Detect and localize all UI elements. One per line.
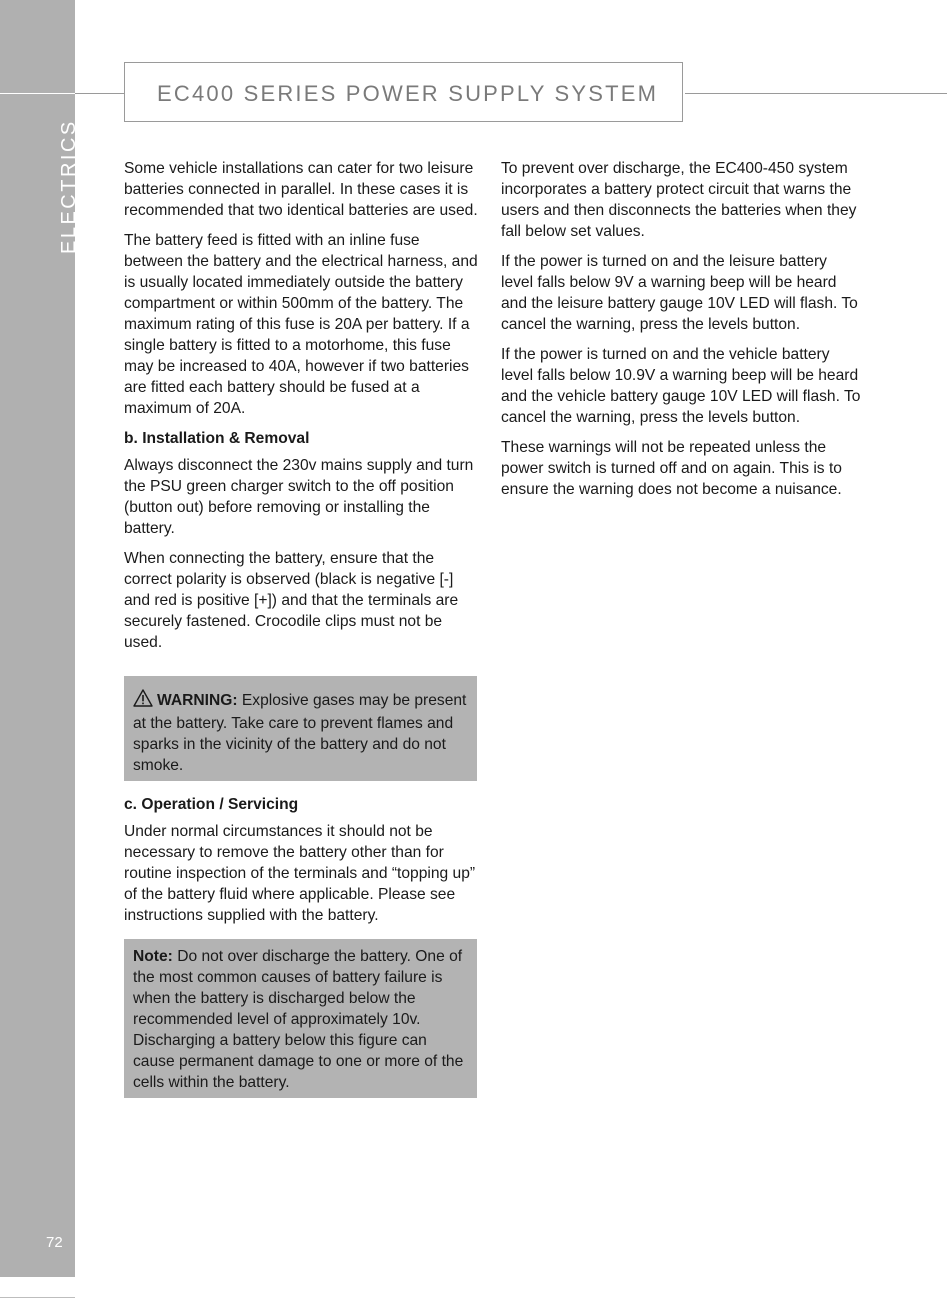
warning-label: WARNING: <box>157 692 238 709</box>
note-paragraph <box>133 946 468 1093</box>
header-rule-left <box>75 93 125 94</box>
header-box <box>124 62 683 122</box>
page-number: 72 <box>46 1234 63 1251</box>
left-column <box>124 158 480 1111</box>
section-label: ELECTRICS <box>58 119 80 254</box>
note-label: Note: <box>133 948 173 965</box>
paragraph: Under normal circumstances it should not be necessary to remove the battery other than for routine inspection of the terminals and “topping up” of the battery fluid where applicable. Please see instructions supplied with the battery. <box>124 823 476 924</box>
warning-text: Explosive gases may be present at the battery. Take care to prevent flames and sparks in the vicinity of the battery and do not smoke. <box>133 692 467 774</box>
bottom-rule <box>0 1297 75 1298</box>
section-heading-installation: b. Installation & Removal <box>124 430 310 447</box>
warning-paragraph <box>133 689 468 776</box>
section-heading-operation: c. Operation / Servicing <box>124 796 299 813</box>
paragraph: The battery feed is fitted with an inline fuse between the battery and the electrical harness, and is usually located immediately outside the battery compartment or within 500mm of the battery. The maximum rating of this fuse is 20A per battery. If a single battery is fitted to a motorhome, this fuse may be increased to 40A, however if two batteries are fitted each battery should be fused at a maximum of 20A. <box>124 232 478 417</box>
paragraph: These warnings will not be repeated unless the power switch is turned off and on again. This is to ensure the warning does not become a nuisance. <box>501 439 842 498</box>
paragraph: To prevent over discharge, the EC400-450 system incorporates a battery protect circuit that warns the users and then disconnects the batteries when they fall below set values. <box>501 160 857 240</box>
page-title: EC400 SERIES POWER SUPPLY SYSTEM <box>157 81 659 106</box>
right-column <box>501 158 861 509</box>
paragraph: If the power is turned on and the leisure battery level falls below 9V a warning beep will be heard and the leisure battery gauge 10V LED will flash. To cancel the warning, press the levels button. <box>501 253 858 333</box>
sidebar-rule <box>0 93 75 94</box>
paragraph: Some vehicle installations can cater for two leisure batteries connected in parallel. In these cases it is recommended that two identical batteries are used. <box>124 160 478 219</box>
paragraph: When connecting the battery, ensure that the correct polarity is observed (black is negative [-] and red is positive [+]) and that the terminals are securely fastened. Crocodile clips must not be used. <box>124 550 459 651</box>
warning-triangle-icon <box>133 689 153 713</box>
note-text: Do not over discharge the battery. One of the most common causes of battery failure is when the battery is discharged below the recommended level of approximately 10v. Discharging a battery below this figure can cause permanent damage to one or more of the cells within the battery. <box>133 948 464 1091</box>
note-box <box>124 939 477 1098</box>
paragraph: If the power is turned on and the vehicle battery level falls below 10.9V a warning beep will be heard and the vehicle battery gauge 10V LED will flash. To cancel the warning, press the levels button. <box>501 346 861 426</box>
paragraph: Always disconnect the 230v mains supply and turn the PSU green charger switch to the off position (button out) before removing or installing the battery. <box>124 457 474 537</box>
header-rule-right <box>685 93 947 94</box>
sidebar <box>0 0 80 1277</box>
warning-box <box>124 676 477 781</box>
